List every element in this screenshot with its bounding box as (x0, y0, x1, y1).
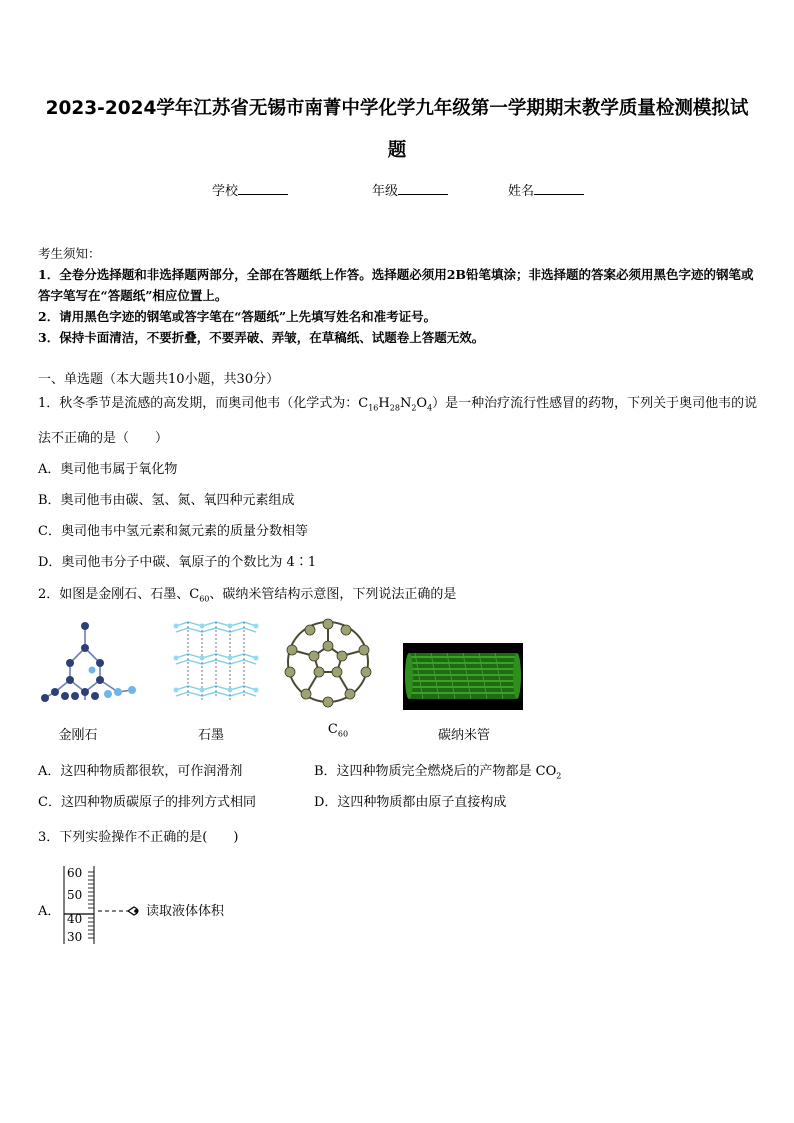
cylinder-tick-60: 60 (67, 866, 83, 880)
eye-sight-line-icon (98, 904, 146, 918)
q2-option-a: A．这四种物质都很软，可作润滑剂 (38, 764, 243, 779)
caption-nanotube: 碳纳米管 (437, 728, 490, 743)
graduated-cylinder (62, 864, 98, 946)
q3-option-a-label: A． (38, 904, 61, 919)
question-1-stem: 1．秋冬季节是流感的高发期，而奥司他韦（化学式为：$C_{16}H_{28}N_2O_4$）是一种治疗流行性感冒的药物，下列关于奥司他韦的说法不正确的是（ ） (38, 396, 758, 446)
q3-option-a-text: 读取液体体积 (146, 904, 225, 919)
graphite-structure-image (168, 618, 263, 708)
cylinder-tick-40: 40 (67, 912, 83, 926)
name-field: 姓名 (508, 180, 584, 199)
question-2-stem: 2．如图是金刚石、石墨、$C_{60}$、碳纳米管结构示意图，下列说法正确的是 (38, 587, 457, 604)
exam-notice (38, 243, 760, 348)
school-field: 学校 (212, 180, 288, 199)
q1-option-a: A．奥司他韦属于氧化物 (38, 462, 178, 477)
grade-field: 年级 (372, 180, 448, 199)
caption-graphite: 石墨 (197, 728, 224, 743)
q2-option-d: D．这四种物质都由原子直接构成 (314, 795, 507, 810)
cylinder-tick-30: 30 (67, 930, 83, 944)
q1-option-d: D．奥司他韦分子中碳、氧原子的个数比为 4∶1 (38, 555, 317, 570)
nanotube-structure-image (403, 643, 523, 710)
q1-option-c: C．奥司他韦中氢元素和氮元素的质量分数相等 (38, 524, 308, 539)
q1-option-b: B．奥司他韦由碳、氢、氮、氧四种元素组成 (38, 493, 295, 508)
notice-item-2: 2．请用黑色字迹的钢笔或答字笔在“答题纸”上先填写姓名和准考证号。 (38, 309, 437, 324)
caption-diamond: 金刚石 (58, 728, 98, 743)
notice-item-1: 1．全卷分选择题和非选择题两部分，全部在答题纸上作答。选择题必须用2B铅笔填涂；非选择题的答案必须用黑色字迹的钢笔或答字笔写在“答题纸”相应位置上。 (38, 267, 754, 303)
cylinder-tick-50: 50 (67, 888, 83, 902)
question-3-stem: 3．下列实验操作不正确的是( ) (38, 830, 239, 845)
caption-c60: $C_{60}$ (327, 722, 349, 739)
section-heading: 一、单选题（本大题共10小题，共30分） (38, 372, 280, 387)
page-title: 2023-2024学年江苏省无锡市南菁中学化学九年级第一学期期末教学质量检测模拟试题 (45, 98, 749, 161)
q2-option-b: B．这四种物质完全燃烧后的产物都是 $CO_2$ (314, 764, 562, 781)
diamond-structure-image (40, 618, 140, 708)
c60-structure-image (282, 616, 374, 708)
notice-heading: 考生须知： (38, 246, 101, 261)
q2-option-c: C．这四种物质碳原子的排列方式相同 (38, 795, 256, 810)
notice-item-3: 3．保持卡面清洁，不要折叠，不要弄破、弄皱，在草稿纸、试题卷上答题无效。 (38, 330, 485, 345)
